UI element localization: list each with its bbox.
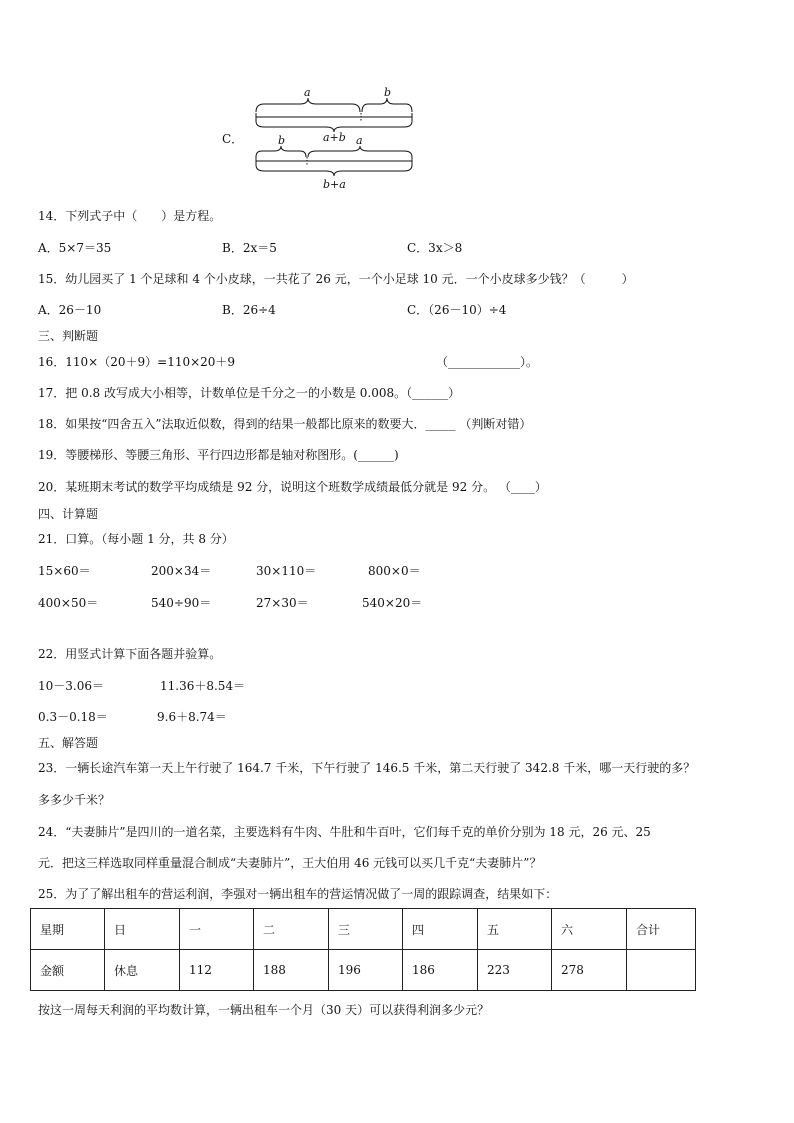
diagram-bottom xyxy=(256,146,412,176)
q23-line1: 23．一辆长途汽车第一天上午行驶了 164.7 千米，下午行驶了 146.5 千米，第二天行驶了 342.8 千米，哪一天行驶的多？ xyxy=(38,761,696,775)
table-cell: 二 xyxy=(254,909,329,950)
q21-item: 800×0＝ xyxy=(368,564,421,578)
table-row xyxy=(31,909,696,950)
q21-item: 27×30＝ xyxy=(256,596,309,610)
q25-question: 按这一周每天利润的平均数计算，一辆出租车一个月（30 天）可以获得利润多少元？ xyxy=(38,1003,490,1017)
q22-text: 22．用竖式计算下面各题并验算。 xyxy=(38,647,222,661)
label-b-bottom: b xyxy=(278,134,286,147)
q21-item: 540÷90＝ xyxy=(151,596,212,610)
section-3-heading: 三、判断题 xyxy=(38,329,99,343)
table-cell: 日 xyxy=(105,909,180,950)
table-cell: 223 xyxy=(478,950,552,991)
label-b-top: b xyxy=(384,86,392,99)
q16-blank: （____________）。 xyxy=(436,355,539,369)
brace-a2 xyxy=(308,146,412,157)
section-4-heading: 四、计算题 xyxy=(38,507,99,521)
q17-text: 17．把 0.8 改写成大小相等，计数单位是千分之一的小数是 0.008。（______） xyxy=(38,386,461,400)
q19-text: 19．等腰梯形、等腰三角形、平行四边形都是轴对称图形。(______) xyxy=(38,448,399,462)
q20-text: 20．某班期末考试的数学平均成绩是 92 分，说明这个班数学成绩最低分就是 92 分。 （____） xyxy=(38,480,547,494)
q18-text: 18．如果按“四舍五入”法取近似数，得到的结果一般都比原来的数要大．_____ （判断对错） xyxy=(38,417,532,431)
q14-option-c: C．3x＞8 xyxy=(407,241,463,255)
table-cell: 278 xyxy=(552,950,627,991)
q21-item: 540×20＝ xyxy=(362,596,423,610)
table-cell: 星期 xyxy=(31,909,105,950)
q24-line2: 元．把这三样选取同样重量混合制成“夫妻肺片”，王大伯用 46 元钱可以买几千克“夫妻肺片”？ xyxy=(38,856,542,870)
brace-b xyxy=(362,98,412,112)
brace-b-plus-a xyxy=(256,165,412,176)
q21-item: 15×60＝ xyxy=(38,564,91,578)
q24-line1: 24．“夫妻肺片”是四川的一道名菜，主要选料有牛肉、牛肚和牛百叶，它们每千克的单价分别为 18 元，26 元、25 xyxy=(38,825,651,839)
table-cell: 金额 xyxy=(31,950,105,991)
q22-item: 11.36＋8.54＝ xyxy=(160,679,246,693)
segment-diagram xyxy=(0,0,794,200)
q15-option-b: B．26÷4 xyxy=(222,303,276,317)
table-row xyxy=(31,950,696,991)
q22-item: 0.3－0.18＝ xyxy=(38,710,108,724)
q22-item: 9.6＋8.74＝ xyxy=(157,710,227,724)
brace-a xyxy=(256,98,360,112)
brace-b2 xyxy=(256,146,306,157)
label-b-plus-a: b+a xyxy=(323,178,346,191)
table-cell: 112 xyxy=(180,950,254,991)
table-cell: 三 xyxy=(329,909,403,950)
section-5-heading: 五、解答题 xyxy=(38,736,99,750)
q21-text: 21．口算。（每小题 1 分，共 8 分） xyxy=(38,532,234,546)
q23-line2: 多多少千米？ xyxy=(38,793,111,807)
q25-table xyxy=(30,908,696,991)
q21-item: 200×34＝ xyxy=(151,564,212,578)
option-c-label: C． xyxy=(222,132,244,146)
q15-option-a: A．26－10 xyxy=(38,303,102,317)
label-a-top: a xyxy=(304,86,311,99)
label-a-plus-b: a+b xyxy=(323,131,346,144)
q21-item: 30×110＝ xyxy=(256,564,317,578)
q25-text: 25．为了了解出租车的营运利润，李强对一辆出租车的营运情况做了一周的跟踪调查，结果如下： xyxy=(38,887,558,901)
table-cell: 四 xyxy=(403,909,478,950)
table-cell xyxy=(627,950,696,991)
q16-text: 16．110×（20＋9）=110×20＋9 xyxy=(38,355,236,369)
q22-item: 10－3.06＝ xyxy=(38,679,104,693)
diagram-top xyxy=(256,98,412,132)
q14-option-a: A．5×7＝35 xyxy=(38,241,112,255)
table-cell: 186 xyxy=(403,950,478,991)
table-cell: 五 xyxy=(478,909,552,950)
q14-option-b: B．2x＝5 xyxy=(222,241,277,255)
table-cell: 一 xyxy=(180,909,254,950)
table-cell: 196 xyxy=(329,950,403,991)
table-cell: 188 xyxy=(254,950,329,991)
table-cell: 休息 xyxy=(105,950,180,991)
q15-option-c: C．（26－10）÷4 xyxy=(407,303,507,317)
table-cell: 合计 xyxy=(627,909,696,950)
q14-text: 14．下列式子中（ ）是方程。 xyxy=(38,209,222,223)
table-cell: 六 xyxy=(552,909,627,950)
label-a-bottom: a xyxy=(356,134,363,147)
q15-text: 15．幼儿园买了 1 个足球和 4 个小皮球，一共花了 26 元，一个小足球 10 元．一个小皮球多少钱？（ ） xyxy=(38,272,634,286)
q21-item: 400×50＝ xyxy=(38,596,99,610)
